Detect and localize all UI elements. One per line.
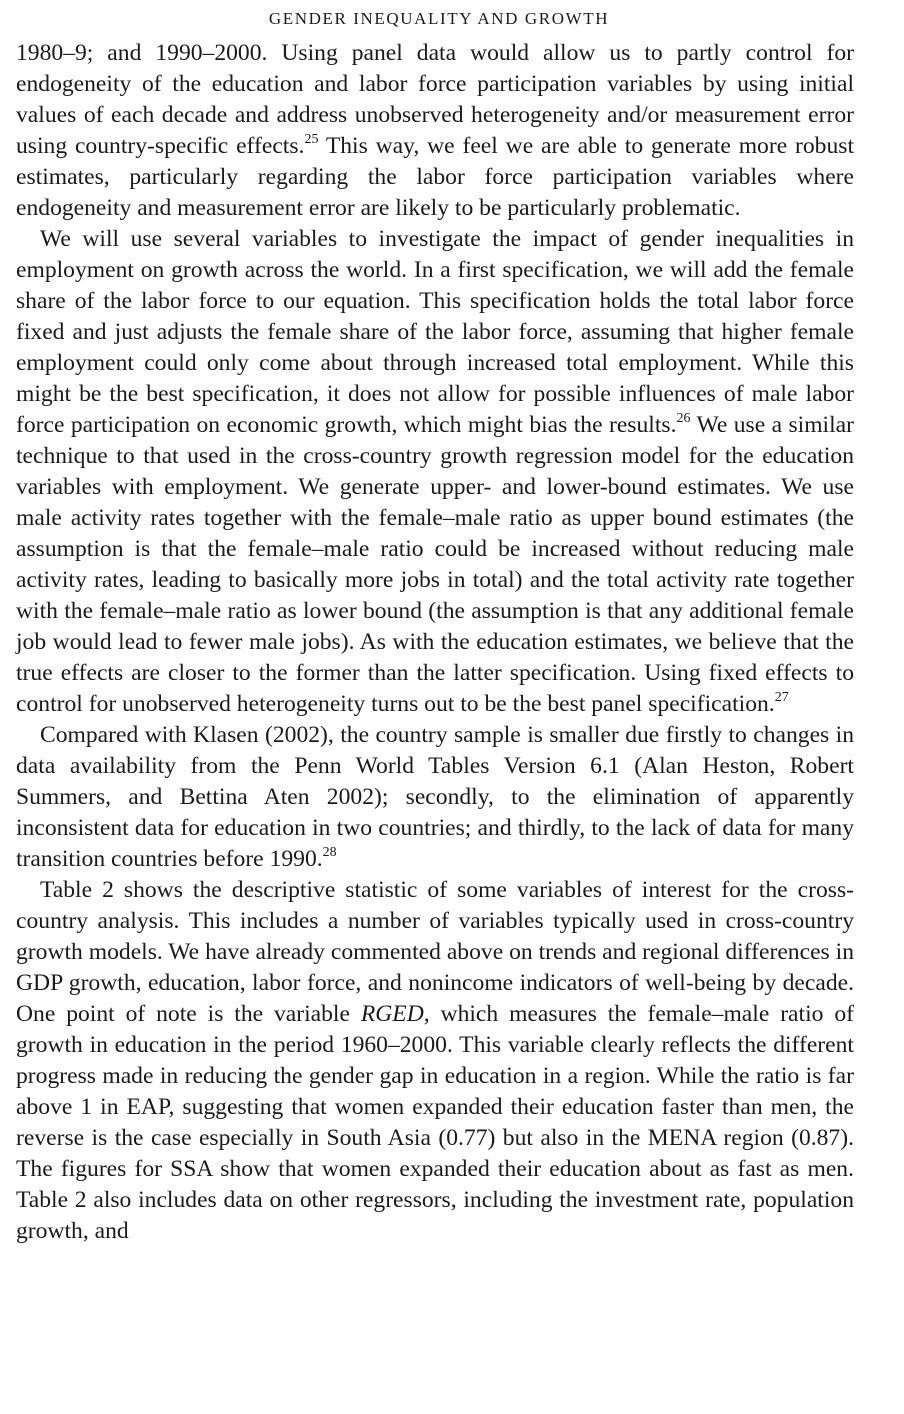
paragraph-4 xyxy=(16,875,854,1247)
paragraph-4-text-b: which measures the female–male ratio of growth in education in the period 1960–2000. This variable clearly reflects the different progress made in reducing the gender gap in education in a region. While the ratio is far above 1 in EAP, suggesting that women expanded their education faster than men, the reverse is the case especially in South Asia (0.77) but also in the MENA region (0.87). The figures for SSA show that women expanded their education about as fast as men. Table 2 also includes data on other regressors, including the investment rate, population growth, and xyxy=(16,1001,854,1244)
body-text xyxy=(16,38,854,1247)
paragraph-2-text-a: We will use several variables to investigate the impact of gender inequalities in employment on growth across the world. In a first specification, we will add the female share of the labor force to our equation. This specification holds the total labor force fixed and just adjusts the female share of the labor force, assuming that higher female employment could only come about through increased total employment. While this might be the best specification, it does not allow for possible influences of male labor force participation on economic growth, which might bias the results. xyxy=(16,226,854,438)
paper-page xyxy=(16,0,854,1247)
paragraph-3 xyxy=(16,720,854,875)
paragraph-3-text: Compared with Klasen (2002), the country sample is smaller due firstly to changes in data availability from the Penn World Tables Version 6.1 (Alan Heston, Robert Summers, and Bettina Aten 2002); secondly, to the elimination of apparently inconsistent data for education in two countries; and thirdly, to the lack of data for many transition countries before 1990. xyxy=(16,722,854,872)
variable-rged: RGED, xyxy=(360,1001,430,1027)
paragraph-4-text-a: Table 2 shows the descriptive statistic of some variables of interest for the cross-country analysis. This includes a number of variables typically used in cross-country growth models. We have already commented above on trends and regional differences in GDP growth, education, labor force, and nonincome indicators of well-being by decade. One point of note is the variable xyxy=(16,877,854,1027)
footnote-marker-25[interactable]: 25 xyxy=(304,132,319,147)
footnote-marker-28[interactable]: 28 xyxy=(322,845,337,860)
paragraph-2 xyxy=(16,224,854,720)
paragraph-1-text-b: This way, we feel we are able to generate more robust estimates, particularly regarding the labor force participation variables where endogeneity and measurement error are likely to be particularly problematic. xyxy=(16,133,854,221)
footnote-marker-26[interactable]: 26 xyxy=(676,411,691,426)
footnote-marker-27[interactable]: 27 xyxy=(774,690,789,705)
running-head: GENDER INEQUALITY AND GROWTH xyxy=(268,9,610,28)
paragraph-1 xyxy=(16,38,854,224)
paragraph-1-text-a: 1980–9; and 1990–2000. Using panel data would allow us to partly control for endogeneity of the education and labor force participation variables by using initial values of each decade and address unobserved heterogeneity and/or measurement error using country-specific effects. xyxy=(16,40,854,159)
paragraph-2-text-b: We use a similar technique to that used in the cross-country growth regression model for the education variables with employment. We generate upper- and lower-bound estimates. We use male activity rates together with the female–male ratio as upper bound estimates (the assumption is that the female–male ratio could be increased without reducing male activity rates, leading to basically more jobs in total) and the total activity rate together with the female–male ratio as lower bound (the assumption is that any additional female job would lead to fewer male jobs). As with the education estimates, we believe that the true effects are closer to the former than the latter specification. Using fixed effects to control for unobserved heterogeneity turns out to be the best panel specification. xyxy=(16,412,854,717)
